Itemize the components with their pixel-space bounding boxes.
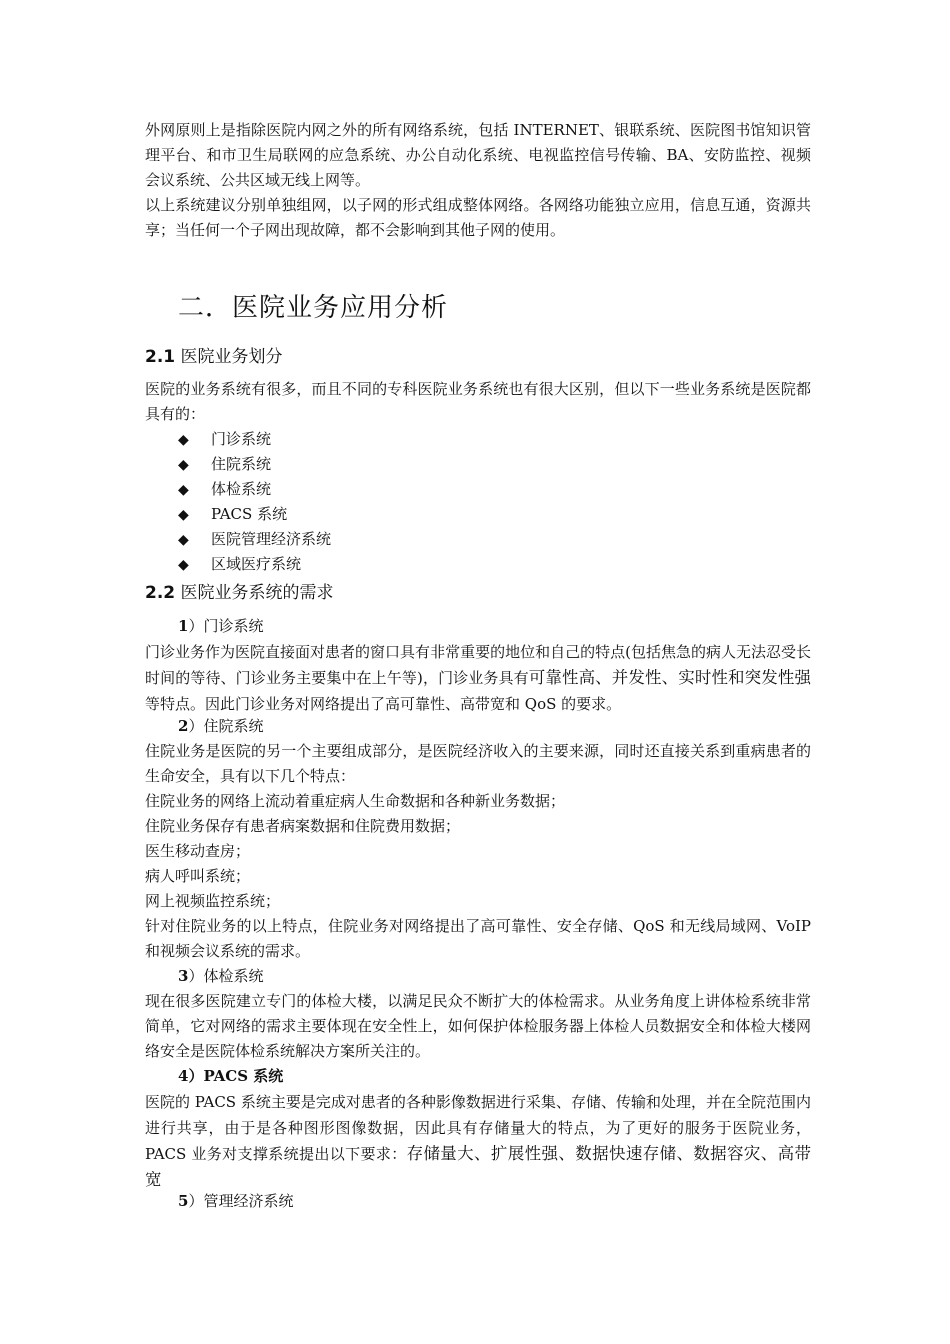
subheading-checkup: 3）体检系统 xyxy=(178,967,264,985)
diamond-bullet-icon: ◆ xyxy=(178,457,189,473)
diamond-bullet-icon: ◆ xyxy=(178,482,189,498)
inpatient-line: 住院业务保存有患者病案数据和住院费用数据； xyxy=(145,817,461,835)
diamond-bullet-icon: ◆ xyxy=(178,432,189,448)
list-item: ◆ 体检系统 xyxy=(178,477,271,503)
s21-paragraph: 医院的业务系统有很多，而且不同的专科医院业务系统也有很大区别，但以下一些业务系统是医院都具有的： xyxy=(145,380,811,423)
intro-paragraph-1: 外网原则上是指除医院内网之外的所有网络系统，包括 INTERNET、银联系统、医院图书馆知识管理平台、和市卫生局联网的应急系统、办公自动化系统、电视监控信号传输、BA、安防监控、视频会议系统、公共区域无线上网等。 xyxy=(145,121,811,189)
inpatient-line: 医生移动查房； xyxy=(145,842,251,860)
subheading-inpatient: 2）住院系统 xyxy=(178,717,264,735)
heading-2-1 xyxy=(145,344,283,370)
heading-2-2-number: 2.2 xyxy=(145,583,176,603)
subheading-outpatient: 1）门诊系统 xyxy=(178,617,264,635)
intro-paragraph-2: 以上系统建议分别单独组网，以子网的形式组成整体网络。各网络功能独立应用，信息互通，资源共享；当任何一个子网出现故障，都不会影响到其他子网的使用。 xyxy=(145,196,811,239)
list-item: ◆ PACS 系统 xyxy=(178,502,287,528)
inpatient-line: 病人呼叫系统； xyxy=(145,867,251,885)
heading-2-2-title: 医院业务系统的需求 xyxy=(180,583,334,603)
list-item: ◆ 医院管理经济系统 xyxy=(178,527,331,553)
inpatient-line: 住院业务的网络上流动着重症病人生命数据和各种新业务数据； xyxy=(145,792,566,810)
inpatient-paragraph: 住院业务是医院的另一个主要组成部分，是医院经济收入的主要来源，同时还直接关系到重病患者的生命安全，具有以下几个特点： xyxy=(145,742,811,785)
inpatient-line: 网上视频监控系统； xyxy=(145,892,281,910)
list-item: ◆ 门诊系统 xyxy=(178,427,271,453)
heading-2-2 xyxy=(145,580,334,606)
heading-2-1-number: 2.1 xyxy=(145,347,176,367)
diamond-bullet-icon: ◆ xyxy=(178,532,189,548)
outpatient-emphasis: 可靠性高、并发性、实时性和突发性强 xyxy=(528,668,812,687)
outpatient-paragraph: 门诊业务作为医院直接面对患者的窗口具有非常重要的地位和自己的特点(包括焦急的病人无法忍受长时间的等待、门诊业务主要集中在上午等)，门诊业务具有可靠性高、并发性、实时性和突发性强等特点。因此门诊业务对网络提出了高可靠性、高带宽和 QoS 的要求。 xyxy=(145,643,812,713)
pacs-paragraph: 医院的 PACS 系统主要是完成对患者的各种影像数据进行采集、存储、传输和处理，并在全院范围内进行共享，由于是各种图形图像数据，因此具有存储量大的特点，为了更好的服务于医院业务，PACS 业务对支撑系统提出以下要求：存储量大、扩展性强、数据快速存储、数据容灾、高带宽 xyxy=(145,1093,812,1189)
inpatient-summary: 针对住院业务的以上特点，住院业务对网络提出了高可靠性、安全存储、QoS 和无线局域网、VoIP 和视频会议系统的需求。 xyxy=(145,917,811,960)
list-item: ◆ 区域医疗系统 xyxy=(178,552,301,578)
checkup-paragraph: 现在很多医院建立专门的体检大楼，以满足民众不断扩大的体检需求。从业务角度上讲体检系统非常简单，它对网络的需求主要体现在安全性上，如何保护体检服务器上体检人员数据安全和体检大楼网络安全是医院体检系统解决方案所关注的。 xyxy=(145,992,811,1060)
subheading-pacs: 4）PACS 系统 xyxy=(178,1067,284,1085)
section-title: 二．医院业务应用分析 xyxy=(178,293,449,323)
pacs-emphasis: 存储量大、扩展性强、数据快速存储、数据容灾、高带宽 xyxy=(145,1144,812,1189)
diamond-bullet-icon: ◆ xyxy=(178,507,189,523)
list-item: ◆ 住院系统 xyxy=(178,452,271,478)
heading-2-1-title: 医院业务划分 xyxy=(180,347,283,367)
subheading-economy: 5）管理经济系统 xyxy=(178,1192,294,1210)
diamond-bullet-icon: ◆ xyxy=(178,557,189,573)
